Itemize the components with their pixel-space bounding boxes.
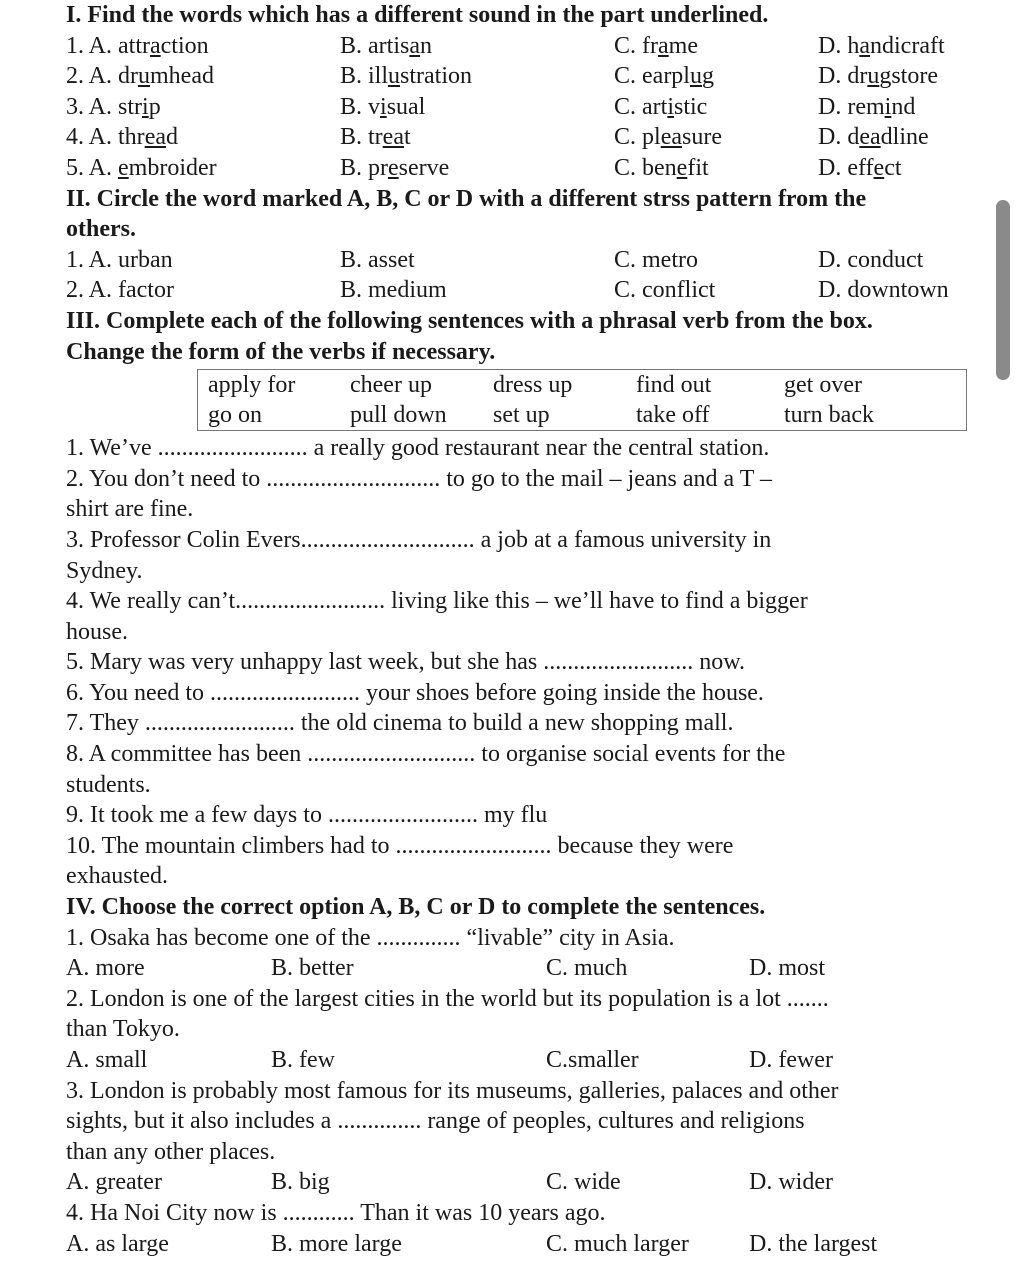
option-d (818, 122, 929, 153)
option-a (66, 153, 217, 184)
answer-option: D. the largest (749, 1230, 878, 1257)
option-text: D. d (818, 124, 860, 151)
option-d (818, 153, 902, 184)
answer-option: D. most (749, 955, 826, 982)
sentence-line: students. (66, 771, 151, 798)
question-line: sights, but it also includes a .............. range of peoples, cultures and religions (66, 1108, 805, 1135)
sound-question-row (66, 153, 966, 184)
sound-question-row (66, 31, 966, 62)
answer-option: D. wider (749, 1169, 833, 1196)
answer-options-row (66, 1045, 966, 1076)
option-text: n (419, 32, 432, 59)
section-3-title-line-1: III. Complete each of the following sentences with a phrasal verb from the box. (66, 307, 873, 334)
box-word: find out (636, 372, 712, 399)
sentence-line: 2. You don’t need to ............................. to go to the mail – jeans and a T – (66, 465, 772, 492)
option-b (340, 122, 411, 153)
option-a (66, 122, 178, 153)
option-a (66, 92, 161, 123)
option-text: sual (386, 93, 426, 120)
option-d: D. conduct (818, 246, 924, 273)
option-text: d (166, 124, 178, 151)
sentence-line: exhausted. (66, 863, 168, 890)
underlined-part: e (118, 154, 129, 181)
option-c (614, 31, 698, 62)
section-1-items (66, 31, 966, 184)
box-word: pull down (350, 402, 447, 429)
answer-option: C. wide (546, 1169, 621, 1196)
option-text: sure (682, 124, 722, 151)
underlined-part: a (859, 32, 870, 59)
answer-option: D. fewer (749, 1047, 833, 1073)
option-c (614, 61, 714, 92)
option-text: B. artis (340, 32, 410, 59)
question-line: than any other places. (66, 1138, 276, 1165)
option-text: D. eff (818, 154, 874, 181)
answer-option: C. much larger (546, 1230, 689, 1257)
section-2-title-line-2: others. (66, 216, 136, 243)
option-c: C. metro (614, 246, 698, 273)
answer-options-row (66, 953, 966, 984)
option-c (614, 122, 722, 153)
option-text: C. art (614, 93, 668, 120)
option-b (340, 61, 472, 92)
option-text: B. v (340, 93, 381, 120)
option-text: ction (160, 32, 209, 59)
option-text: dr (118, 63, 139, 90)
underlined-part: i (667, 93, 674, 120)
sentence-line: 1. We’ve ......................... a really good restaurant near the central station. (66, 435, 770, 462)
option-d: D. downtown (818, 277, 949, 304)
underlined-part: u (867, 63, 880, 90)
box-word: get over (784, 372, 862, 399)
option-text: str (118, 93, 143, 120)
sentence-line: 3. Professor Colin Evers............................. a job at a famous university in (66, 526, 772, 553)
section-2-title-line-1: II. Circle the word marked A, B, C or D with a different strss pattern from the (66, 185, 867, 212)
option-text: C. ben (614, 154, 677, 181)
option-text: stic (674, 93, 708, 120)
option-text: ct (884, 154, 902, 181)
answer-option: A. as large (66, 1230, 169, 1257)
phrasal-verb-box (197, 369, 967, 431)
underlined-part: i (142, 93, 149, 120)
option-c (614, 153, 709, 184)
option-c: C. conflict (614, 277, 716, 304)
option-text: gstore (879, 63, 938, 90)
underlined-part: ea (660, 124, 682, 151)
answer-option: B. better (271, 955, 354, 982)
sentence-line: house. (66, 618, 128, 645)
box-word: cheer up (350, 372, 432, 399)
question-line: 4. Ha Noi City now is ............ Than it was 10 years ago. (66, 1199, 606, 1226)
box-word: set up (493, 402, 550, 429)
underlined-part: u (689, 63, 702, 90)
option-text: serve (398, 154, 450, 181)
underlined-part: i (380, 93, 387, 120)
option-a (66, 61, 214, 92)
section-4-questions (66, 923, 966, 1260)
answer-option: C.smaller (546, 1047, 639, 1073)
answer-option: B. more large (271, 1230, 402, 1257)
answer-option: B. few (271, 1047, 335, 1073)
underlined-part: u (138, 63, 151, 90)
underlined-part: a (409, 32, 420, 59)
option-text: mhead (150, 63, 214, 90)
sentence-line: shirt are fine. (66, 496, 194, 523)
option-text: t (403, 124, 411, 151)
option-text: fit (687, 154, 709, 181)
option-text: D. h (818, 32, 860, 59)
underlined-part: e (388, 154, 399, 181)
option-d (818, 92, 915, 123)
option-text: stration (400, 63, 473, 90)
underlined-part: a (658, 32, 669, 59)
underlined-part: ea (144, 124, 166, 151)
answer-option: A. greater (66, 1169, 162, 1196)
section-1-title: I. Find the words which has a different sound in the part underlined. (66, 2, 769, 28)
option-text: dline (880, 124, 929, 151)
option-text: B. tr (340, 124, 383, 151)
option-text: D. dr (818, 63, 868, 90)
section-2-items (66, 245, 966, 306)
option-text: 3. A. (66, 93, 119, 120)
sentence-line: Sydney. (66, 557, 143, 584)
section-3-title-line-2: Change the form of the verbs if necessary. (66, 338, 496, 365)
option-text: C. pl (614, 124, 661, 151)
option-a: 1. A. urban (66, 246, 173, 273)
sentence-line: 8. A committee has been ............................ to organise social events for the (66, 741, 786, 768)
underlined-part: u (388, 63, 401, 90)
option-text: attr (118, 32, 150, 59)
option-text: mbroider (128, 154, 217, 181)
option-d (818, 61, 938, 92)
option-c (614, 92, 707, 123)
answer-option: C. much (546, 955, 628, 982)
question-line: 2. London is one of the largest cities in the world but its population is a lot ....... (66, 985, 829, 1012)
answer-option: B. big (271, 1169, 330, 1196)
sound-question-row (66, 122, 966, 153)
option-a: 2. A. factor (66, 277, 174, 304)
answer-option: A. more (66, 955, 145, 982)
option-b (340, 153, 449, 184)
underlined-part: a (150, 32, 161, 59)
option-text: B. pr (340, 154, 388, 181)
option-text: 5. A. (66, 154, 119, 181)
box-word: take off (636, 402, 710, 429)
option-text: 2. A. (66, 63, 119, 90)
option-text: C. earpl (614, 63, 690, 90)
worksheet (66, 0, 966, 1259)
sentence-line: 5. Mary was very unhappy last week, but she has ......................... now. (66, 649, 745, 676)
option-text: p (148, 93, 161, 120)
sound-question-row (66, 92, 966, 123)
underlined-part: ea (382, 124, 404, 151)
sound-question-row (66, 61, 966, 92)
sentence-line: 6. You need to ......................... your shoes before going inside the house. (66, 679, 764, 706)
scrollbar-thumb[interactable] (996, 200, 1010, 380)
underlined-part: i (884, 93, 892, 120)
question-line: 1. Osaka has become one of the .............. “livable” city in Asia. (66, 924, 675, 951)
question-line: than Tokyo. (66, 1016, 180, 1043)
option-text: nd (891, 93, 916, 120)
stress-question-row (66, 245, 966, 276)
option-text: C. fr (614, 32, 658, 59)
underlined-part: ea (859, 124, 881, 151)
box-word: dress up (493, 372, 573, 399)
question-line: 3. London is probably most famous for its museums, galleries, palaces and other (66, 1077, 839, 1104)
option-b: B. asset (340, 246, 415, 273)
option-text: B. ill (340, 63, 389, 90)
option-text: 1. A. (66, 32, 119, 59)
section-4-title: IV. Choose the correct option A, B, C or D to complete the sentences. (66, 894, 766, 921)
option-b (340, 92, 425, 123)
answer-options-row (66, 1229, 966, 1260)
option-text: 4. A. (66, 124, 119, 151)
option-text: g (701, 63, 714, 90)
underlined-part: e (873, 154, 885, 181)
option-text: me (668, 32, 698, 59)
sentence-line: 7. They ......................... the old cinema to build a new shopping mall. (66, 710, 734, 737)
option-b (340, 31, 432, 62)
option-b: B. medium (340, 277, 447, 304)
stress-question-row (66, 275, 966, 306)
option-a (66, 31, 209, 62)
option-text: D. rem (818, 93, 885, 120)
answer-option: A. small (66, 1047, 148, 1073)
option-text: ndicraft (870, 32, 945, 59)
option-text: thr (118, 124, 145, 151)
box-word: apply for (208, 372, 296, 399)
underlined-part: e (676, 154, 688, 181)
option-d (818, 31, 945, 62)
box-word: go on (208, 402, 262, 429)
section-3-sentences (66, 433, 966, 892)
sentence-line: 10. The mountain climbers had to .......................... because they were (66, 832, 734, 859)
sentence-line: 9. It took me a few days to ......................... my flu (66, 802, 548, 829)
answer-options-row (66, 1167, 966, 1198)
box-word: turn back (784, 402, 874, 429)
sentence-line: 4. We really can’t......................... living like this – we’ll have to find a bigger (66, 588, 808, 615)
